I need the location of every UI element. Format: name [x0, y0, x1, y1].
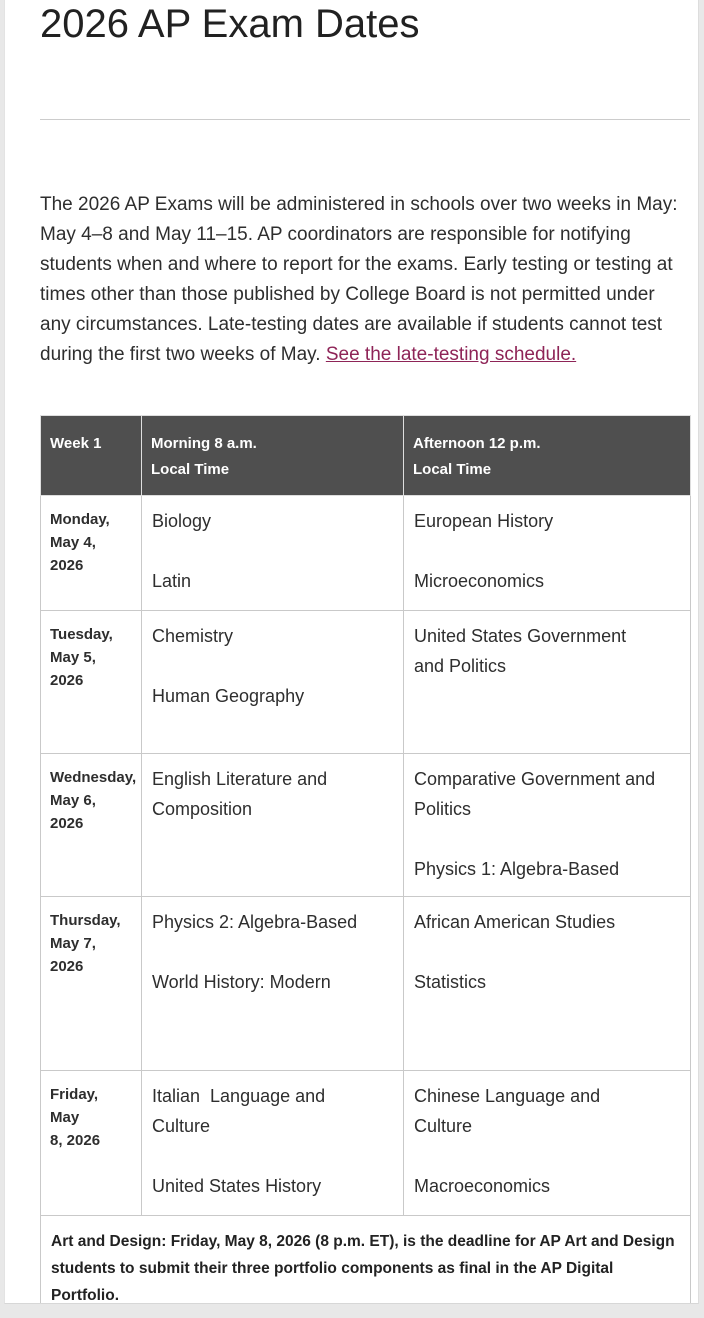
- exam-subject: Microeconomics: [414, 571, 545, 591]
- date-line: May 7,: [50, 935, 96, 952]
- afternoon-cell: [404, 611, 691, 754]
- header-afternoon-line2: Local Time: [413, 461, 492, 478]
- exam-subject: Chemistry: [152, 626, 234, 646]
- table-footnote-row: [41, 1216, 691, 1305]
- date-cell: [41, 1071, 142, 1216]
- date-line: 8, 2026: [50, 1132, 101, 1149]
- exam-subject: Latin: [152, 571, 192, 591]
- exam-subject: Macroeconomics: [414, 1176, 551, 1196]
- header-week-label: Week 1: [50, 435, 102, 452]
- afternoon-cell: [404, 496, 691, 611]
- exam-subject: Physics 2: Algebra-Based: [152, 912, 358, 932]
- date-line: 2026: [50, 557, 84, 574]
- morning-cell: [142, 754, 404, 897]
- exam-subject: English Literature and Composition: [152, 769, 333, 819]
- date-line: May 4,: [50, 534, 96, 551]
- exam-subject: Human Geography: [152, 686, 305, 706]
- intro-text: The 2026 AP Exams will be administered in schools over two weeks in May: May 4–8 and May 11–15. AP coordinators are responsible for notifying students when and where to report for the exams. Early testing or testing at times other than those published by College Board is not permitted under any circumstances. Late-testing dates are available if students cannot test during the first two weeks of May.: [40, 194, 678, 365]
- exam-subject: Physics 1: Algebra-Based: [414, 859, 620, 879]
- date-cell: [41, 496, 142, 611]
- date-cell: [41, 611, 142, 754]
- table-row-thursday: [41, 897, 691, 1071]
- date-line: May 6,: [50, 792, 96, 809]
- morning-cell: [142, 1071, 404, 1216]
- page: [4, 0, 699, 1304]
- morning-cell: [142, 897, 404, 1071]
- exam-subject: Italian Language and Culture: [152, 1086, 331, 1136]
- intro-paragraph: [40, 190, 690, 370]
- footnote-cell: Art and Design: Friday, May 8, 2026 (8 p.m. ET), is the deadline for AP Art and Design students to submit their three portfolio components as final in the AP Digital Portfolio.: [41, 1216, 691, 1305]
- divider: [40, 119, 690, 120]
- table-header-row: [41, 416, 691, 496]
- date-line: Wednesday,: [50, 769, 137, 786]
- date-line: 2026: [50, 672, 84, 689]
- date-line: Tuesday,: [50, 626, 113, 643]
- date-cell: [41, 754, 142, 897]
- exam-subject: United States History: [152, 1176, 322, 1196]
- date-line: May 5,: [50, 649, 96, 666]
- header-morning-line1: Morning 8 a.m.: [151, 435, 257, 452]
- afternoon-cell: [404, 897, 691, 1071]
- table-row-tuesday: [41, 611, 691, 754]
- morning-cell: [142, 496, 404, 611]
- date-line: 2026: [50, 958, 84, 975]
- exam-subject: United States Government and Politics: [414, 626, 632, 676]
- morning-cell: [142, 611, 404, 754]
- exam-subject: World History: Modern: [152, 972, 331, 992]
- date-line: 2026: [50, 815, 84, 832]
- content-area: [5, 0, 690, 1304]
- late-testing-schedule-link[interactable]: See the late-testing schedule.: [325, 344, 577, 365]
- afternoon-cell: [404, 1071, 691, 1216]
- date-line: Friday,: [50, 1086, 99, 1103]
- exam-subject: Comparative Government and Politics: [414, 769, 661, 819]
- exam-subject: Chinese Language and Culture: [414, 1086, 606, 1136]
- header-afternoon: [404, 416, 691, 496]
- exam-schedule-table: [40, 415, 691, 1304]
- date-line: May: [50, 1109, 80, 1126]
- header-afternoon-line1: Afternoon 12 p.m.: [413, 435, 541, 452]
- header-morning-line2: Local Time: [151, 461, 230, 478]
- header-morning: [142, 416, 404, 496]
- exam-subject: Biology: [152, 511, 212, 531]
- table-row-monday: [41, 496, 691, 611]
- exam-subject: European History: [414, 511, 554, 531]
- exam-subject: African American Studies: [414, 912, 616, 932]
- date-line: Monday,: [50, 511, 110, 528]
- table-row-wednesday: [41, 754, 691, 897]
- date-line: Thursday,: [50, 912, 121, 929]
- exam-subject: Statistics: [414, 972, 487, 992]
- page-title: 2026 AP Exam Dates: [40, 2, 420, 46]
- header-week: [41, 416, 142, 496]
- date-cell: [41, 897, 142, 1071]
- table-row-friday: [41, 1071, 691, 1216]
- afternoon-cell: [404, 754, 691, 897]
